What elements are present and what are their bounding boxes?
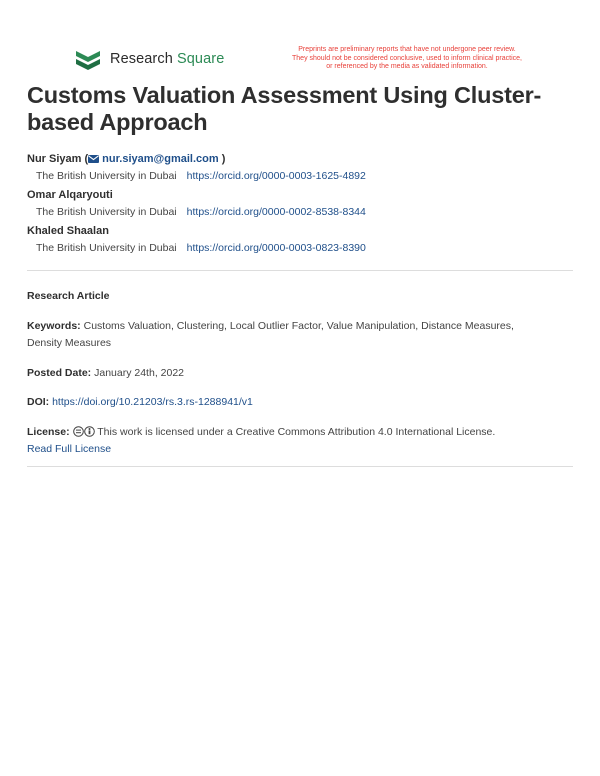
- author-1-email-link[interactable]: [88, 153, 219, 165]
- license-label: License:: [27, 426, 70, 438]
- license-text: This work is licensed under a Creative Commons Attribution 4.0 International License.: [97, 426, 496, 438]
- keywords-row: [27, 318, 573, 352]
- logo-text: [110, 51, 224, 67]
- doi-label: DOI:: [27, 396, 50, 408]
- author-2: [27, 189, 113, 201]
- author-1-orcid-link[interactable]: https://orcid.org/0000-0003-1625-4892: [186, 170, 366, 182]
- author-2-orcid-link[interactable]: https://orcid.org/0000-0002-8538-8344: [186, 206, 366, 218]
- keywords-label: Keywords:: [27, 320, 81, 332]
- title-line-1: Customs Valuation Assessment Using Cluster-: [27, 82, 542, 108]
- author-2-name: Omar Alqaryouti: [27, 189, 113, 201]
- research-square-logo[interactable]: [74, 48, 224, 70]
- author-3-orcid-link[interactable]: https://orcid.org/0000-0003-0823-8390: [186, 242, 366, 254]
- author-3: [27, 225, 109, 237]
- divider-bottom: [27, 466, 573, 467]
- cc-by-icon: [84, 426, 95, 437]
- posted-date-label: Posted Date:: [27, 367, 92, 379]
- author-1-affiliation-row: [36, 170, 366, 182]
- doi-row: [27, 394, 573, 411]
- author-3-name: Khaled Shaalan: [27, 225, 109, 237]
- license-row: [27, 424, 573, 458]
- envelope-icon: [88, 155, 99, 163]
- posted-date-row: [27, 365, 573, 382]
- logo-text-square: Square: [177, 51, 225, 67]
- author-3-affiliation: The British University in Dubai: [36, 242, 177, 254]
- keywords-line-2: Density Measures: [27, 337, 112, 349]
- cc-icon: [73, 426, 84, 437]
- doi-link[interactable]: https://doi.org/10.21203/rs.3.rs-1288941/v1: [52, 396, 253, 408]
- article-type-row: [27, 288, 573, 305]
- author-1-email: nur.siyam@gmail.com: [102, 153, 219, 165]
- paper-title: [27, 82, 567, 136]
- divider-top: [27, 270, 573, 271]
- keywords-line-1: Customs Valuation, Clustering, Local Outlier Factor, Value Manipulation, Distance Measures,: [83, 320, 514, 332]
- author-3-affiliation-row: [36, 242, 366, 254]
- notice-line-1: Preprints are preliminary reports that have not undergone peer review.: [298, 46, 516, 53]
- research-square-logo-icon: [74, 48, 102, 70]
- title-line-2: based Approach: [27, 109, 208, 135]
- article-type: Research Article: [27, 290, 110, 302]
- notice-line-3: or referenced by the media as validated information.: [326, 63, 488, 70]
- author-1-name: Nur Siyam: [27, 153, 82, 165]
- logo-text-research: Research: [110, 51, 173, 67]
- read-full-license-link[interactable]: Read Full License: [27, 443, 112, 455]
- posted-date: January 24th, 2022: [94, 367, 185, 379]
- author-2-affiliation-row: [36, 206, 366, 218]
- author-2-affiliation: The British University in Dubai: [36, 206, 177, 218]
- author-1-affiliation: The British University in Dubai: [36, 170, 177, 182]
- author-1: Nur Siyam ( nur.siyam@gmail.com ): [27, 153, 226, 165]
- preprint-notice: [272, 46, 542, 72]
- notice-line-2: They should not be considered conclusive, used to inform clinical practice,: [292, 54, 522, 62]
